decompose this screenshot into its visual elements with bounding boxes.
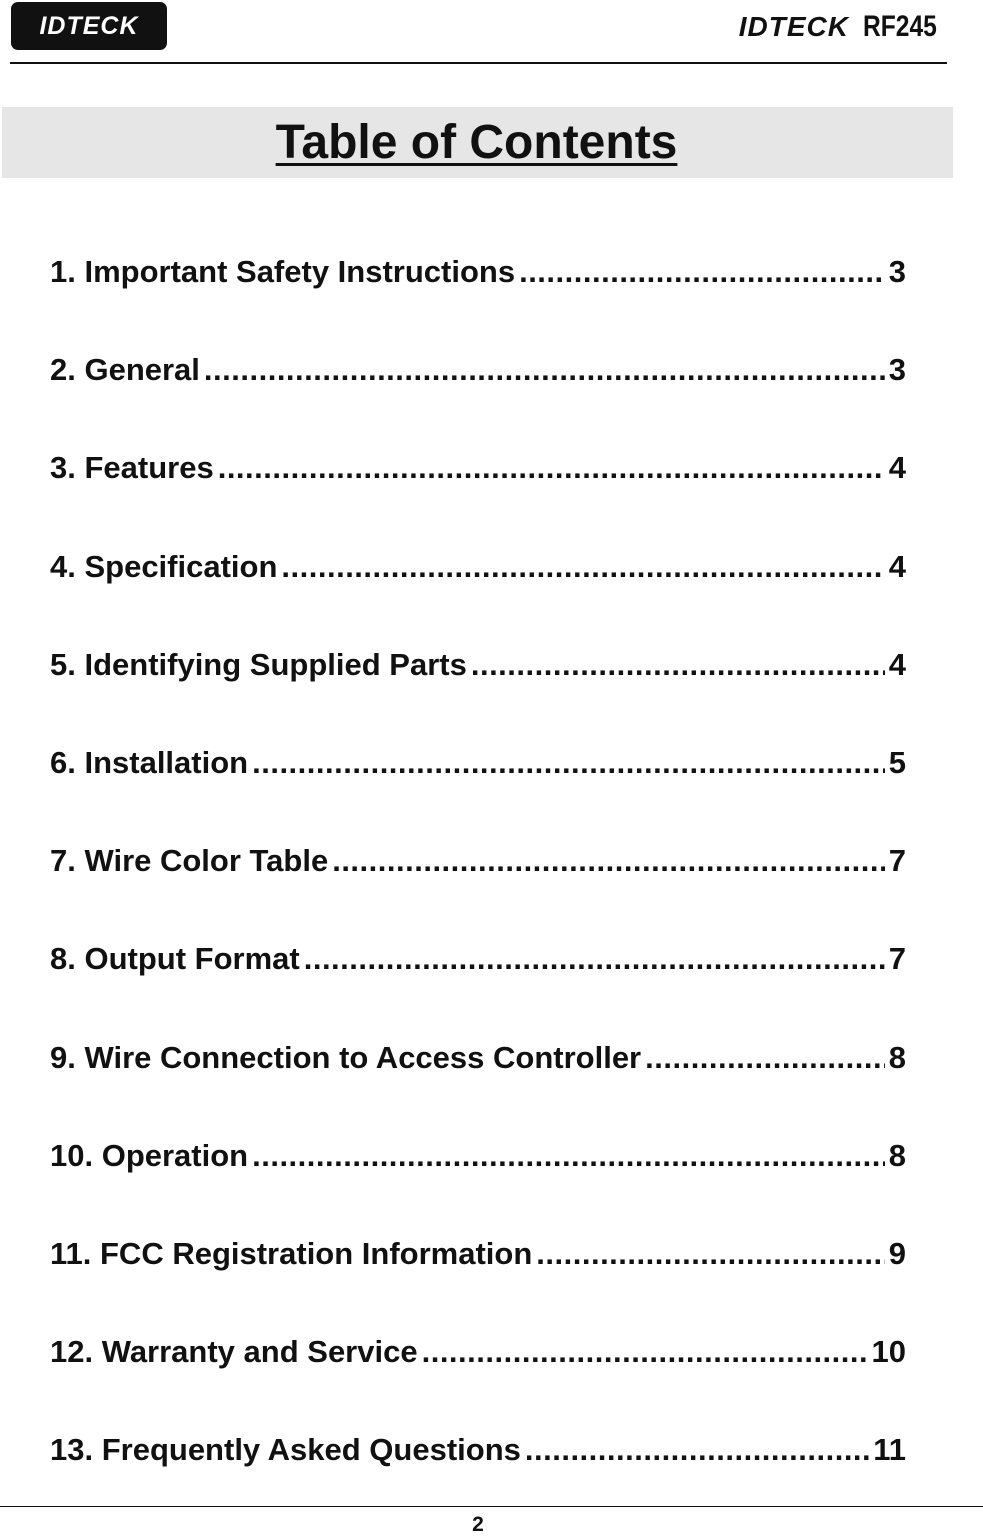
- toc-entry-page: 4: [888, 450, 906, 486]
- toc-entry-title: 3. Features: [50, 450, 214, 486]
- idteck-logo-badge: [11, 2, 167, 50]
- dot-leader: [281, 542, 884, 592]
- toc-entry-title: 12. Warranty and Service: [50, 1334, 418, 1370]
- toc-entry-title: 2. General: [50, 352, 200, 388]
- title-band: [2, 107, 953, 178]
- toc-entry-page: 7: [888, 843, 906, 879]
- page-header: [0, 0, 983, 64]
- dot-leader: [645, 1033, 885, 1083]
- footer-divider: [0, 1506, 983, 1507]
- page-title: Table of Contents: [275, 116, 678, 169]
- toc-entry[interactable]: [50, 738, 906, 836]
- product-logo: [739, 8, 953, 46]
- toc-entry-title: 11. FCC Registration Information: [50, 1235, 533, 1271]
- toc-entry-title: 10. Operation: [50, 1137, 249, 1173]
- toc-entry-title: 6. Installation: [50, 744, 249, 780]
- dot-leader: [422, 1327, 868, 1377]
- page-number: 2: [472, 1513, 484, 1536]
- dot-leader: [218, 443, 885, 493]
- toc-entry[interactable]: [50, 542, 906, 640]
- dot-leader: [252, 1131, 885, 1181]
- toc-entry-title: 13. Frequently Asked Questions: [50, 1432, 521, 1468]
- brand-name: IDTECK: [738, 11, 849, 42]
- toc-entry[interactable]: [50, 1033, 906, 1131]
- logo-text: IDTECK: [39, 11, 139, 40]
- dot-leader: [525, 1425, 869, 1475]
- toc-entry-page: 4: [888, 548, 906, 584]
- toc-entry[interactable]: [50, 247, 906, 345]
- toc-entry-page: 8: [888, 1137, 906, 1173]
- dot-leader: [252, 738, 885, 788]
- toc-entry-page: 3: [888, 352, 906, 388]
- dot-leader: [536, 1229, 884, 1279]
- toc-entry-page: 9: [888, 1235, 906, 1271]
- toc-entry-page: 5: [888, 744, 906, 780]
- header-divider: [10, 62, 947, 64]
- toc-entry-page: 8: [888, 1039, 906, 1075]
- toc-entry[interactable]: [50, 1425, 906, 1523]
- toc-entry-title: 7. Wire Color Table: [50, 843, 329, 879]
- toc-entry-page: 10: [871, 1334, 906, 1370]
- toc-entry-page: 7: [888, 941, 906, 977]
- dot-leader: [332, 836, 885, 886]
- toc-entry[interactable]: [50, 1229, 906, 1327]
- model-name: RF245: [862, 10, 937, 43]
- toc-entry[interactable]: [50, 640, 906, 738]
- toc-entry[interactable]: [50, 443, 906, 541]
- toc-entry[interactable]: [50, 345, 906, 443]
- dot-leader: [304, 934, 885, 984]
- toc-entry-title: 9. Wire Connection to Access Controller: [50, 1039, 642, 1075]
- toc-entry[interactable]: [50, 1131, 906, 1229]
- toc-entry-title: 1. Important Safety Instructions: [50, 254, 516, 289]
- toc-entry-title: 8. Output Format: [50, 941, 300, 977]
- table-of-contents: [50, 247, 906, 1523]
- toc-entry[interactable]: [50, 934, 906, 1032]
- toc-entry[interactable]: [50, 1327, 906, 1425]
- toc-entry-page: 3: [888, 254, 906, 289]
- toc-entry[interactable]: [50, 836, 906, 934]
- toc-entry-page: 4: [888, 646, 906, 682]
- dot-leader: [519, 247, 885, 297]
- toc-entry-title: 5. Identifying Supplied Parts: [50, 646, 467, 682]
- toc-entry-title: 4. Specification: [50, 548, 278, 584]
- dot-leader: [471, 640, 885, 690]
- dot-leader: [204, 345, 885, 395]
- toc-entry-page: 11: [873, 1432, 906, 1468]
